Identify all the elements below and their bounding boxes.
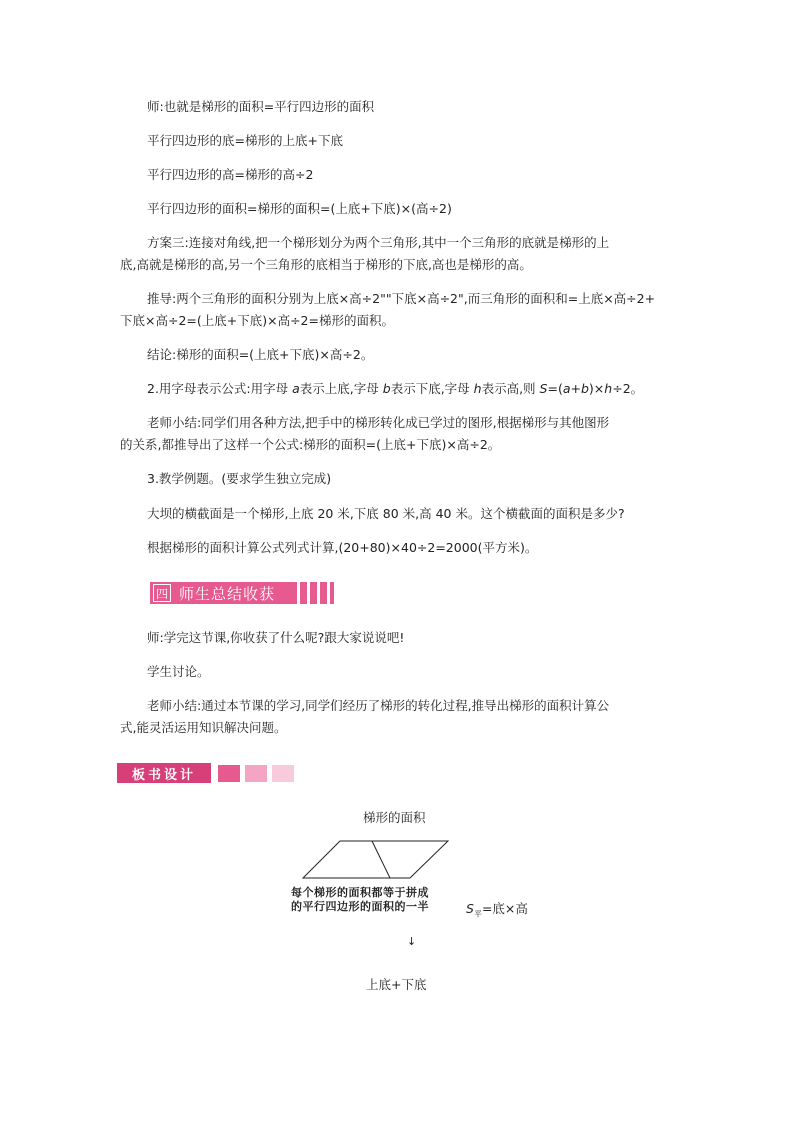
- decor-square: [218, 765, 240, 782]
- var-a: a: [562, 381, 571, 396]
- decor-square: [272, 765, 294, 782]
- var-b: b: [580, 381, 589, 396]
- formula-text: +: [570, 381, 581, 396]
- line-12: 3.教学例题。(要求学生独立完成): [147, 471, 332, 486]
- handwritten-note-1: 每个梯形的面积都等于拼成: [291, 886, 429, 899]
- var-S: S: [539, 381, 548, 396]
- formula-text: 2.用字母表示公式:用字母: [147, 381, 293, 396]
- line-2: 平行四边形的底=梯形的上底+下底: [147, 133, 343, 148]
- formula-text: 表示高,则: [481, 381, 540, 396]
- line-8: 下底×高÷2=(上底+下底)×高÷2=梯形的面积。: [120, 313, 394, 328]
- handwritten-note-2: 的平行四边形的面积的一半: [291, 900, 429, 913]
- decor-stripe: [327, 582, 330, 604]
- line-3: 平行四边形的高=梯形的高÷2: [147, 167, 314, 182]
- line-11: 的关系,都推导出了这样一个公式:梯形的面积=(上底+下底)×高÷2。: [120, 437, 501, 452]
- formula-text: 表示下底,字母: [390, 381, 474, 396]
- board-design-header: [117, 763, 211, 783]
- formula-S: S: [466, 901, 474, 916]
- line-10: 老师小结:同学们用各种方法,把手中的梯形转化成已学过的图形,根据梯形与其他图形: [147, 415, 610, 430]
- line-15: 师:学完这节课,你收获了什么呢?跟大家说说吧!: [147, 630, 405, 645]
- line-1: 师:也就是梯形的面积=平行四边形的面积: [147, 99, 375, 114]
- formula-text: )×: [588, 381, 605, 396]
- line-6: 底,高就是梯形的高,另一个三角形的底相当于梯形的下底,高也是梯形的高。: [120, 257, 532, 272]
- area-formula: [466, 899, 528, 920]
- var-h: h: [604, 381, 613, 396]
- parallelogram-shape: [303, 841, 448, 878]
- line-14: 根据梯形的面积计算公式列式计算,(20+80)×40÷2=2000(平方米)。: [147, 540, 538, 555]
- var-a: a: [292, 381, 300, 396]
- line-13: 大坝的横截面是一个梯形,上底 20 米,下底 80 米,高 40 米。这个横截面的面积是多少?: [147, 506, 625, 521]
- formula-text: ÷2。: [612, 381, 644, 396]
- decor-stripe: [317, 582, 320, 604]
- dividing-line: [372, 841, 390, 878]
- board-bottom-label: 上底+下底: [366, 977, 427, 992]
- decor-stripe: [297, 582, 300, 604]
- line-18: 式,能灵活运用知识解决问题。: [120, 720, 287, 735]
- section-header-4: [150, 582, 334, 604]
- line-17: 老师小结:通过本节课的学习,同学们经历了梯形的转化过程,推导出梯形的面积计算公: [147, 698, 610, 713]
- formula-rest: =底×高: [481, 901, 528, 916]
- var-h: h: [473, 381, 482, 396]
- decor-square: [245, 765, 267, 782]
- decor-stripe: [307, 582, 310, 604]
- line-7: 推导:两个三角形的面积分别为上底×高÷2""下底×高÷2",而三角形的面积和=上底×高÷2+: [147, 291, 656, 306]
- var-b: b: [382, 381, 391, 396]
- section-title: 师生总结收获: [179, 584, 276, 603]
- down-arrow: ↓: [407, 935, 417, 948]
- line-16: 学生讨论。: [147, 664, 210, 679]
- formula-line: [147, 380, 643, 398]
- section-number: 四: [153, 584, 171, 602]
- parallelogram-diagram: [300, 836, 460, 884]
- formula-subscript: 平: [473, 909, 482, 919]
- board-design-label: 板书设计: [131, 767, 196, 783]
- line-9: 结论:梯形的面积=(上底+下底)×高÷2。: [147, 347, 374, 362]
- line-4: 平行四边形的面积=梯形的面积=(上底+下底)×(高÷2): [147, 201, 452, 216]
- formula-text: =(: [547, 381, 563, 396]
- line-5: 方案三:连接对角线,把一个梯形划分为两个三角形,其中一个三角形的底就是梯形的上: [147, 235, 610, 250]
- board-title: 梯形的面积: [363, 810, 426, 825]
- formula-text: 表示上底,字母: [299, 381, 383, 396]
